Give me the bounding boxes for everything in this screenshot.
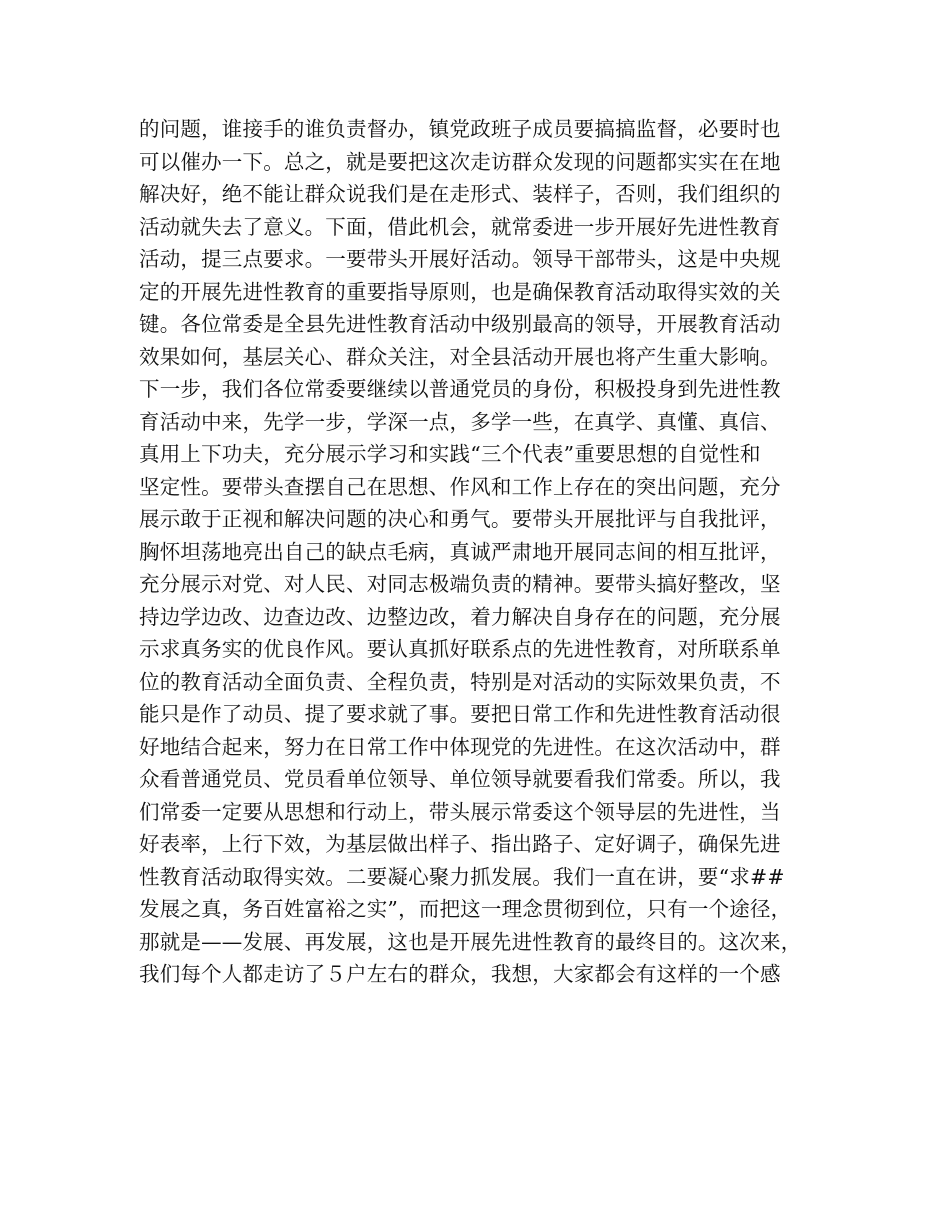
text-line: 持边学边改、边查边改、边整边改，着力解决自身存在的问题，充分展 — [139, 604, 781, 629]
text-line: 能只是作了动员、提了要求就了事。要把日常工作和先进性教育活动很 — [139, 702, 781, 726]
text-line: 下一步，我们各位常委要继续以普通党员的身份，积极投身到先进性教 — [139, 377, 781, 401]
text-line: 可以催办一下。总之，就是要把这次走访群众发现的问题都实实在在地 — [139, 149, 781, 174]
text-line: 真用上下功夫，充分展示学习和实践“三个代表”重要思想的自觉性和 — [139, 442, 761, 466]
text-line: 的问题，谁接手的谁负责督办，镇党政班子成员要搞搞监督，必要时也 — [139, 117, 781, 141]
text-line: 好表率，上行下效，为基层做出样子、指出路子、定好调子，确保先进 — [139, 832, 781, 856]
text-line: 示求真务实的优良作风。要认真抓好联系点的先进性教育，对所联系单 — [139, 637, 781, 661]
text-line: 我们每个人都走访了５户左右的群众，我想，大家都会有这样的一个感 — [139, 962, 781, 986]
text-line: 育活动中来，先学一步，学深一点，多学一些，在真学、真懂、真信、 — [139, 409, 781, 434]
body-text — [139, 113, 829, 991]
text-line: 位的教育活动全面负责、全程负责，特别是对活动的实际效果负责，不 — [139, 669, 781, 694]
text-line: 性教育活动取得实效。二要凝心聚力抓发展。我们一直在讲，要“求## — [139, 864, 785, 889]
text-line: 发展之真，务百姓富裕之实”，而把这一理念贯彻到位，只有一个途径， — [139, 897, 792, 921]
text-line: 解决好，绝不能让群众说我们是在走形式、装样子，否则，我们组织的 — [139, 182, 781, 206]
text-line: 众看普通党员、党员看单位领导、单位领导就要看我们常委。所以，我 — [139, 767, 781, 791]
text-line: 好地结合起来，努力在日常工作中体现党的先进性。在这次活动中，群 — [139, 734, 781, 759]
text-line: 定的开展先进性教育的重要指导原则，也是确保教育活动取得实效的关 — [139, 279, 781, 304]
text-line: 效果如何，基层关心、群众关注，对全县活动开展也将产生重大影响。 — [139, 344, 781, 369]
text-line: 活动就失去了意义。下面，借此机会，就常委进一步开展好先进性教育 — [139, 214, 781, 239]
text-line: 坚定性。要带头查摆自己在思想、作风和工作上存在的突出问题，充分 — [139, 474, 781, 499]
text-line: 活动，提三点要求。一要带头开展好活动。领导干部带头，这是中央规 — [139, 247, 781, 271]
text-line: 们常委一定要从思想和行动上，带头展示常委这个领导层的先进性，当 — [139, 799, 781, 824]
text-line: 键。各位常委是全县先进性教育活动中级别最高的领导，开展教育活动 — [139, 312, 781, 336]
text-line: 胸怀坦荡地亮出自己的缺点毛病，真诚严肃地开展同志间的相互批评， — [139, 539, 781, 564]
text-line: 充分展示对党、对人民、对同志极端负责的精神。要带头搞好整改，坚 — [139, 572, 781, 596]
text-line: 展示敢于正视和解决问题的决心和勇气。要带头开展批评与自我批评， — [139, 507, 781, 531]
text-line: 那就是——发展、再发展，这也是开展先进性教育的最终目的。这次来， — [139, 929, 802, 954]
